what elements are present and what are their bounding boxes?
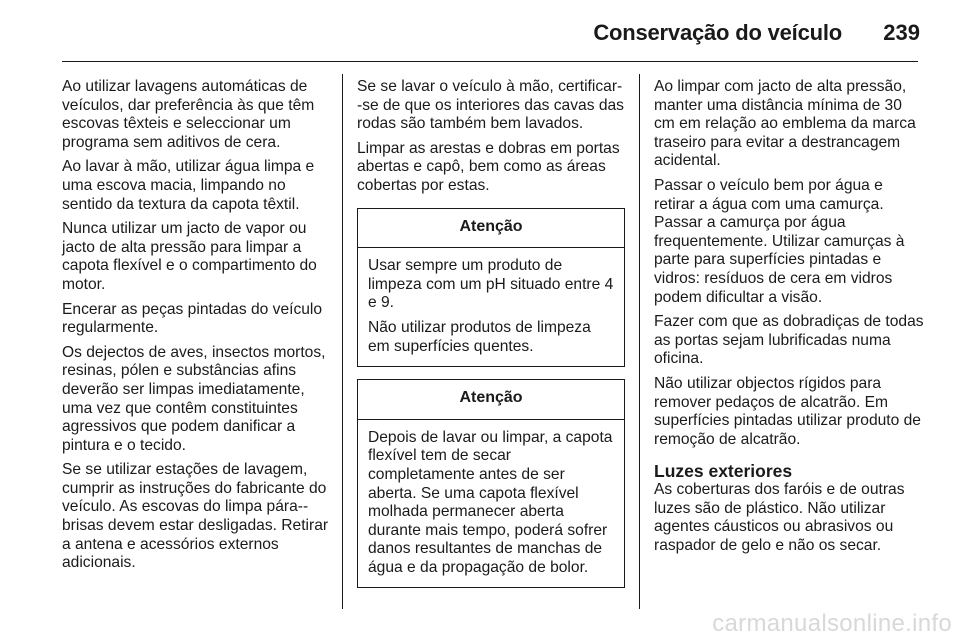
column-2 [357,78,625,596]
paragraph: Ao lavar à mão, utilizar água limpa e uma escova macia, limpando no sentido da textura da capota têxtil. [62,158,315,213]
notice-paragraph: Não utilizar produtos de limpeza em superfícies quentes. [368,318,591,355]
page-title: Conservação do veículo [593,20,842,45]
paragraph: Passar o veículo bem por água e retirar a água com uma camurça. Passar a camurça por água frequentemente. Utilizar camurças à parte para superfícies pintadas e vidros: resíduos de cera em vidros podem dificultar a visão. [654,176,905,306]
notice-paragraph: Usar sempre um produto de limpeza com um pH situado entre 4 e 9. [368,257,614,312]
watermark-text: carmanualsonline.info [712,610,952,637]
column-1 [62,78,330,579]
notice-paragraph: Depois de lavar ou limpar, a capota flexível tem de secar completamente antes de ser aberta. Se uma capota flexível molhada permanecer aberta durante mais tempo, poderá sofrer danos resultantes de manchas de água e da propagação de bolor. [368,428,613,576]
page-header [0,0,960,62]
notice-box-2 [357,379,625,588]
notice-body [358,420,624,588]
notice-heading: Atenção [358,209,624,249]
notice-heading: Atenção [358,380,624,420]
paragraph: Não utilizar objectos rígidos para remover pedaços de alcatrão. Em superfícies pintadas utilizar produto de remoção de alcatrão. [654,374,921,448]
paragraph: Se se utilizar estações de lavagem, cumprir as instruções do fabricante do veículo. As escovas do limpa pára--brisas devem estar desligadas. Retirar a antena e acessórios externos adicionais. [62,461,329,572]
paragraph: Fazer com que as dobradiças de todas as portas sejam lubrificadas numa oficina. [654,313,924,368]
column-3 [654,78,924,562]
section-paragraph: As coberturas dos faróis e de outras luzes são de plástico. Não utilizar agentes cáusticos ou abrasivos ou raspador de gelo e não os secar. [654,481,905,555]
notice-body [358,248,624,366]
notice-box-1 [357,208,625,368]
paragraph: Ao utilizar lavagens automáticas de veículos, dar preferência às que têm escovas têxteis e seleccionar um programa sem aditivos de cera. [62,78,315,151]
column-divider-2 [639,74,640,609]
paragraph: Encerar as peças pintadas do veículo regularmente. [62,300,323,337]
paragraph: Os dejectos de aves, insectos mortos, resinas, pólen e substâncias afins deverão ser limpas imediatamente, uma vez que contêm constituintes agressivos que podem danificar a pintura e o tecido. [62,343,326,454]
paragraph: Ao limpar com jacto de alta pressão, manter uma distância mínima de 30 cm em relação ao emblema da marca traseiro para evitar a destrancagem acidental. [654,78,916,170]
paragraph: Se se lavar o veículo à mão, certificar--se de que os interiores das cavas das rodas são também bem lavados. [357,78,624,133]
column-divider-1 [342,74,343,609]
page-number: 239 [883,20,920,45]
paragraph: Nunca utilizar um jacto de vapor ou jacto de alta pressão para limpar a capota flexível e o compartimento do motor. [62,220,317,293]
paragraph: Limpar as arestas e dobras em portas abertas e capô, bem como as áreas cobertas por estas. [357,139,620,194]
header-rule [62,61,918,62]
section-heading: Luzes exteriores [654,461,793,482]
